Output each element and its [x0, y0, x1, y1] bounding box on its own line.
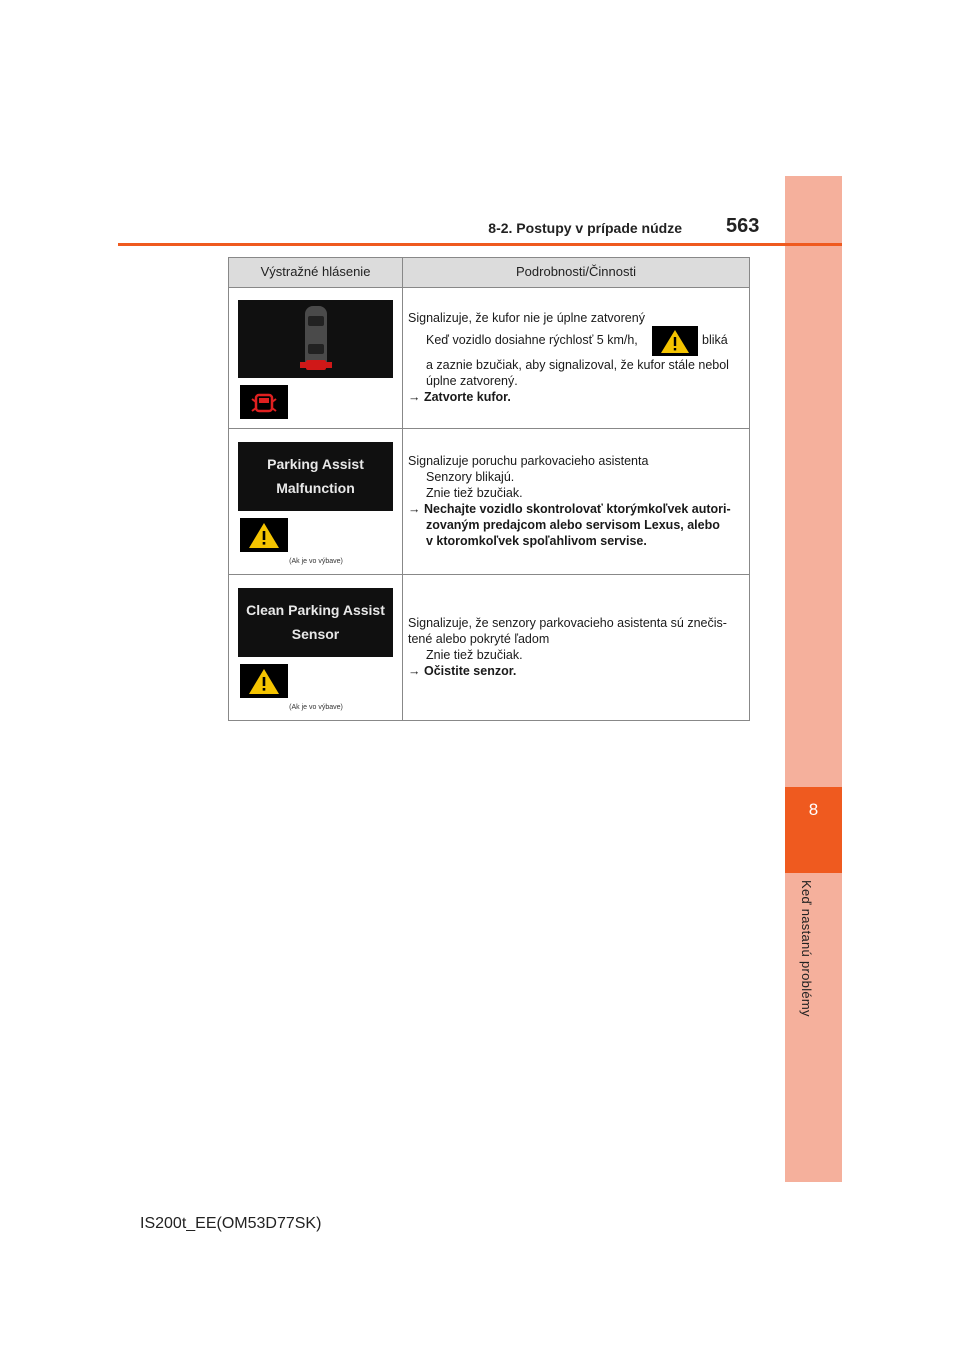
col-header-details: Podrobnosti/Činnosti	[516, 264, 636, 279]
row3-action: → Očistite senzor.	[408, 664, 517, 678]
row3-detail-1: Znie tiež bzučiak.	[426, 648, 523, 662]
screen-line-1: Parking Assist	[267, 456, 364, 472]
row3-description-1: Signalizuje, že senzory parkovacieho asistenta sú znečis-	[408, 616, 727, 630]
document-code: IS200t_EE(OM53D77SK)	[140, 1215, 322, 1232]
row-divider	[229, 428, 749, 429]
warning-triangle-icon	[652, 326, 698, 356]
row2-detail-1: Senzory blikajú.	[426, 470, 515, 484]
row1-detail-cont: a zaznie bzučiak, aby signalizoval, že kufor stále nebol úplne zatvorený.	[426, 358, 729, 388]
column-divider	[402, 258, 403, 720]
warning-light	[240, 518, 288, 552]
trunk-display-screen	[238, 300, 393, 378]
row1-detail-blinks: bliká	[702, 333, 728, 347]
row2-action-3: v ktoromkoľvek spoľahlivom servise.	[426, 534, 647, 548]
row3-description-2: tené alebo pokryté ľadom	[408, 632, 550, 646]
screen-line-2: Sensor	[291, 626, 340, 642]
trunk-open-icon	[240, 385, 288, 419]
col-header-message: Výstražné hlásenie	[260, 264, 371, 279]
equipment-note: (Ak je vo výbave)	[289, 558, 343, 565]
warning-triangle-icon	[240, 664, 288, 698]
row1-action: → Zatvorte kufor.	[408, 390, 511, 404]
side-tab-strip	[785, 176, 842, 1182]
chapter-number: 8	[808, 800, 819, 819]
row1-description: Signalizuje, že kufor nie je úplne zatvorený	[408, 311, 645, 325]
row-divider	[229, 574, 749, 575]
warning-table	[228, 257, 750, 721]
header-rule	[118, 243, 842, 246]
row2-action-2: zovaným predajcom alebo servisom Lexus, alebo	[426, 518, 720, 532]
equipment-note: (Ak je vo výbave)	[289, 704, 343, 711]
clean-parking-assist-sensor-screen	[238, 588, 393, 657]
chapter-title: Keď nastanú problémy	[799, 880, 814, 1017]
car-top-view-icon	[238, 300, 393, 378]
screen-line-1: Clean Parking Assist	[246, 602, 385, 618]
trunk-warning-light	[240, 385, 288, 419]
warning-triangle-icon	[240, 518, 288, 552]
inline-warning-light	[652, 326, 698, 356]
parking-assist-malfunction-screen	[238, 442, 393, 511]
row2-action-1: → Nechajte vozidlo skontrolovať ktorýmkoľvek autori-	[408, 502, 731, 516]
row2-detail-2: Znie tiež bzučiak.	[426, 486, 523, 500]
table-header	[229, 258, 749, 288]
warning-light	[240, 664, 288, 698]
section-title: 8-2. Postupy v prípade núdze	[488, 220, 682, 236]
screen-line-2: Malfunction	[276, 480, 355, 496]
row2-description: Signalizuje poruchu parkovacieho asistenta	[408, 454, 649, 468]
row1-detail: Keď vozidlo dosiahne rýchlosť 5 km/h,	[426, 333, 638, 347]
page-number: 563	[726, 215, 760, 237]
